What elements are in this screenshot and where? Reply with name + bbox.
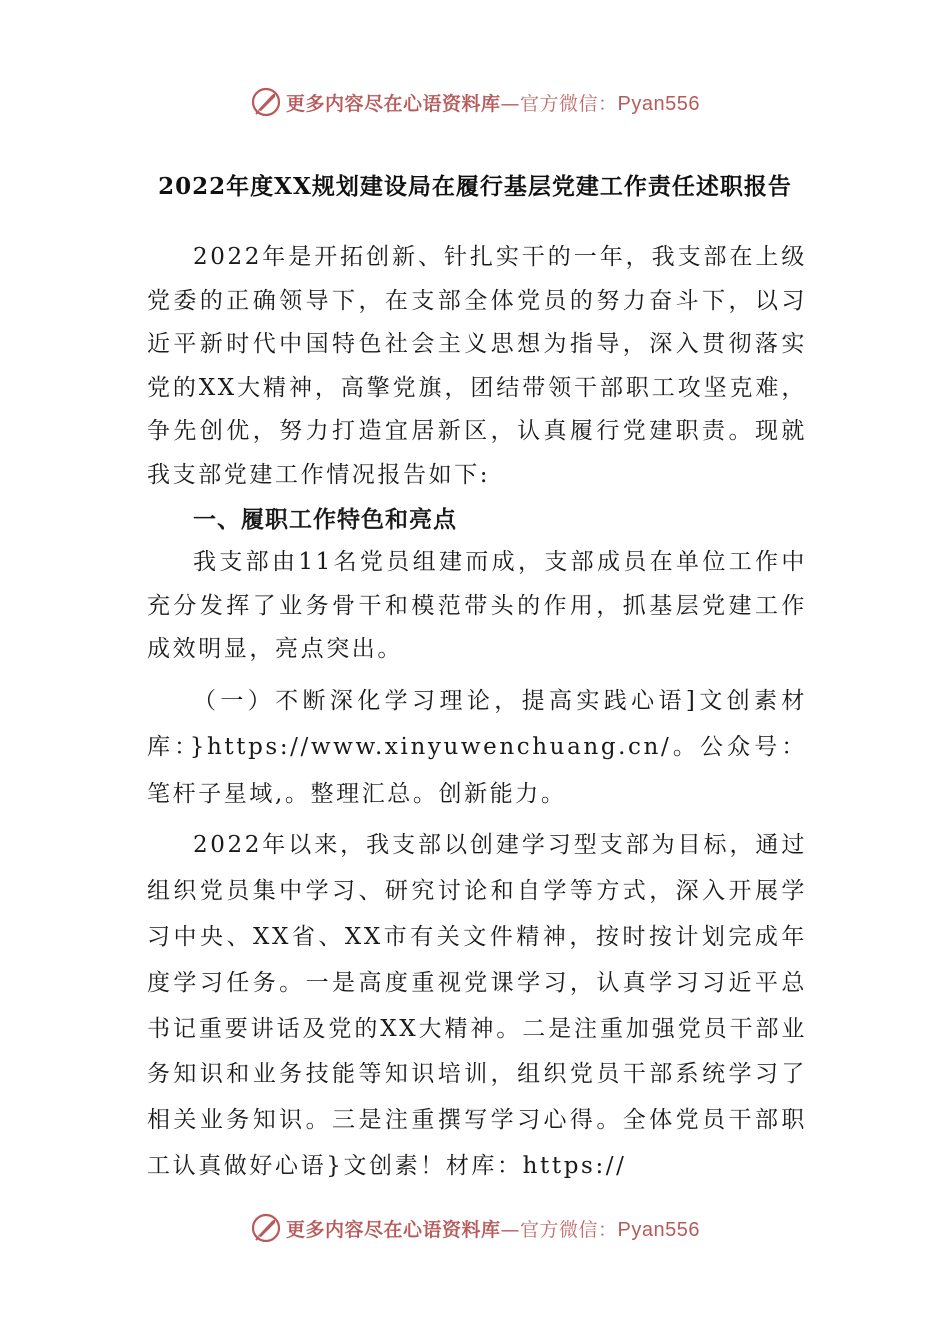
document-body [147, 236, 807, 1190]
paragraph-intro: 2022年是开拓创新、针扎实干的一年，我支部在上级党委的正确领导下，在支部全体党员的努力奋斗下，以习近平新时代中国特色社会主义思想为指导，深入贯彻落实党的XX大精神，高擎党旗，团结带领干部职工攻坚克难，争先创优，努力打造宜居新区，认真履行党建职责。现就我支部党建工作情况报告如下: [147, 244, 807, 488]
paragraph-subsection-one: （一）不断深化学习理论，提高实践心语]文创素材库：}https://www.xinyuwenchuang.cn/。公众号：笔杆子星域,。整理汇总。创新能力。 [147, 687, 807, 807]
quill-logo-icon [250, 86, 282, 118]
section-heading: 一、履职工作特色和亮点 [193, 505, 457, 533]
footer-banner [0, 1208, 950, 1248]
header-banner [0, 82, 950, 122]
paragraph-branch-overview: 我支部由11名党员组建而成，支部成员在单位工作中充分发挥了业务骨干和模范带头的作用，抓基层党建工作成效明显，亮点突出。 [147, 549, 807, 663]
banner-text: 更多内容尽在心语资料库—官方微信：Pyan556 [286, 1218, 700, 1241]
paragraph-study-work: 2022年以来，我支部以创建学习型支部为目标，通过组织党员集中学习、研究讨论和自学等方式，深入开展学习中央、XX省、XX市有关文件精神，按时按计划完成年度学习任务。一是高度重视党课学习，认真学习习近平总书记重要讲话及党的XX大精神。二是注重加强党员干部业务知识和业务技能等知识培训，组织党员干部系统学习了相关业务知识。三是注重撰写学习心得。全体党员干部职工认真做好心语}文创素！材库：https:// [147, 832, 807, 1180]
banner-text: 更多内容尽在心语资料库—官方微信：Pyan556 [286, 92, 700, 115]
document-title: 2022年度XX规划建设局在履行基层党建工作责任述职报告 [158, 173, 792, 200]
quill-logo-icon [250, 1212, 282, 1244]
